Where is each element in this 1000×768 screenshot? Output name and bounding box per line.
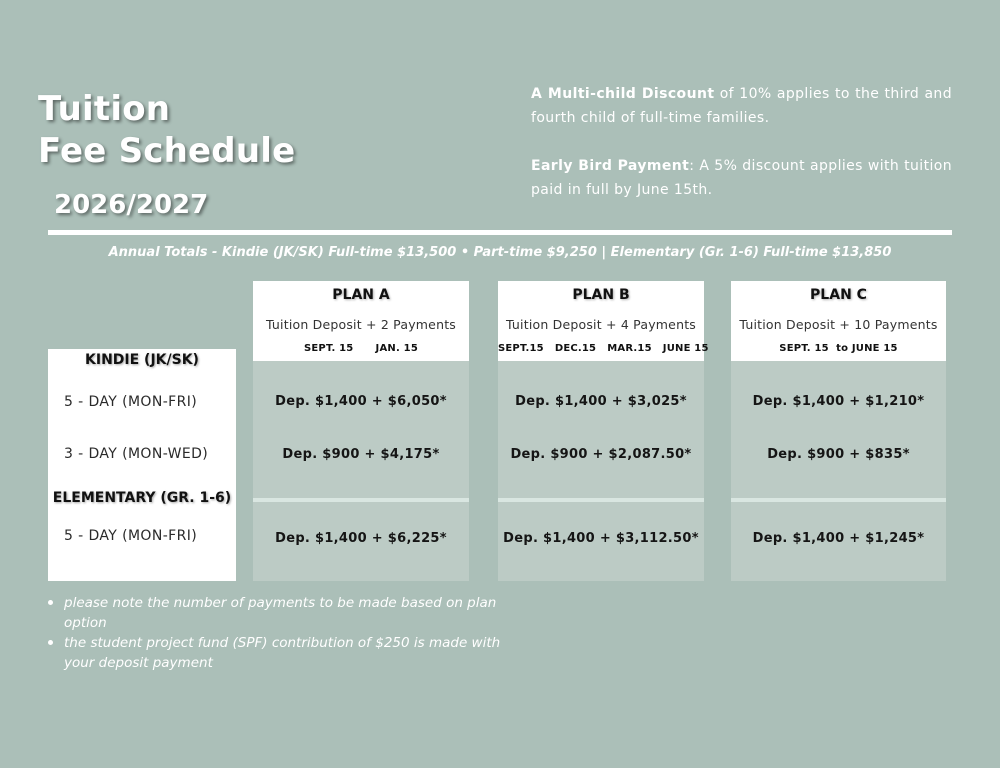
multichild-label: A Multi-child Discount bbox=[531, 86, 715, 102]
plan-b-separator bbox=[498, 498, 704, 502]
kindie-5day-label: 5 - DAY (MON-FRI) bbox=[64, 394, 198, 410]
annual-totals: Annual Totals - Kindie (JK/SK) Full-time $13,500 • Part-time $9,250 | Elementary (Gr. 1-6) Full-time $13,850 bbox=[108, 245, 892, 260]
plan-a-kindie-3day: Dep. $900 + $4,175* bbox=[282, 447, 440, 462]
kindie-3day-label: 3 - DAY (MON-WED) bbox=[64, 446, 209, 462]
plan-a-header bbox=[253, 281, 469, 361]
plan-b-kindie-5day: Dep. $1,400 + $3,025* bbox=[515, 394, 687, 409]
plan-c-name: PLAN C bbox=[810, 287, 867, 303]
footnotes bbox=[48, 593, 518, 673]
plan-a-elementary-5day: Dep. $1,400 + $6,225* bbox=[275, 531, 447, 546]
plan-a-column bbox=[253, 281, 469, 581]
plan-c-dates: SEPT. 15 to JUNE 15 bbox=[779, 343, 898, 354]
plan-c-description: Tuition Deposit + 10 Payments bbox=[739, 317, 938, 332]
plan-c-header bbox=[731, 281, 946, 361]
earlybird-text: : A 5% discount applies with tuition paid in full by June 15th. bbox=[531, 158, 952, 198]
plan-c-kindie-5day: Dep. $1,400 + $1,210* bbox=[752, 394, 925, 409]
divider-rule bbox=[48, 230, 952, 235]
multichild-note bbox=[531, 82, 952, 130]
title-line-1: Tuition bbox=[38, 89, 171, 129]
plan-b-column bbox=[498, 281, 709, 581]
earlybird-note bbox=[531, 154, 952, 202]
elementary-5day-label: 5 - DAY (MON-FRI) bbox=[64, 528, 198, 544]
title-line-2: Fee Schedule bbox=[38, 131, 296, 171]
plan-c-kindie-3day: Dep. $900 + $835* bbox=[767, 447, 910, 462]
discount-notes bbox=[531, 82, 952, 226]
category-card bbox=[48, 349, 236, 581]
plan-a-name: PLAN A bbox=[332, 287, 390, 303]
plan-a-separator bbox=[253, 498, 469, 502]
multichild-text: of 10% applies to the third and fourth child of full-time families. bbox=[531, 86, 952, 126]
page-title bbox=[38, 88, 295, 172]
earlybird-label: Early Bird Payment bbox=[531, 158, 690, 174]
plan-c-separator bbox=[731, 498, 946, 502]
plan-a-dates: SEPT. 15 JAN. 15 bbox=[304, 343, 418, 354]
plan-c-column bbox=[731, 281, 946, 581]
plan-b-description: Tuition Deposit + 4 Payments bbox=[505, 317, 697, 332]
plan-b-elementary-5day: Dep. $1,400 + $3,112.50* bbox=[503, 531, 699, 546]
plan-c-elementary-5day: Dep. $1,400 + $1,245* bbox=[752, 531, 925, 546]
plan-b-name: PLAN B bbox=[572, 287, 630, 303]
kindie-heading: KINDIE (JK/SK) bbox=[85, 352, 199, 368]
elementary-heading: ELEMENTARY (GR. 1-6) bbox=[52, 490, 232, 506]
plan-a-description: Tuition Deposit + 2 Payments bbox=[265, 317, 457, 332]
plan-b-kindie-3day: Dep. $900 + $2,087.50* bbox=[510, 447, 692, 462]
footnote-item: the student project fund (SPF) contribution of $250 is made with your deposit payment bbox=[48, 633, 518, 673]
school-year: 2026/2027 bbox=[54, 190, 209, 220]
plan-b-dates: SEPT.15 DEC.15 MAR.15 JUNE 15 bbox=[498, 343, 709, 354]
plan-b-header bbox=[498, 281, 709, 361]
footnote-item: please note the number of payments to be made based on plan option bbox=[48, 593, 518, 633]
plan-a-kindie-5day: Dep. $1,400 + $6,050* bbox=[275, 394, 447, 409]
